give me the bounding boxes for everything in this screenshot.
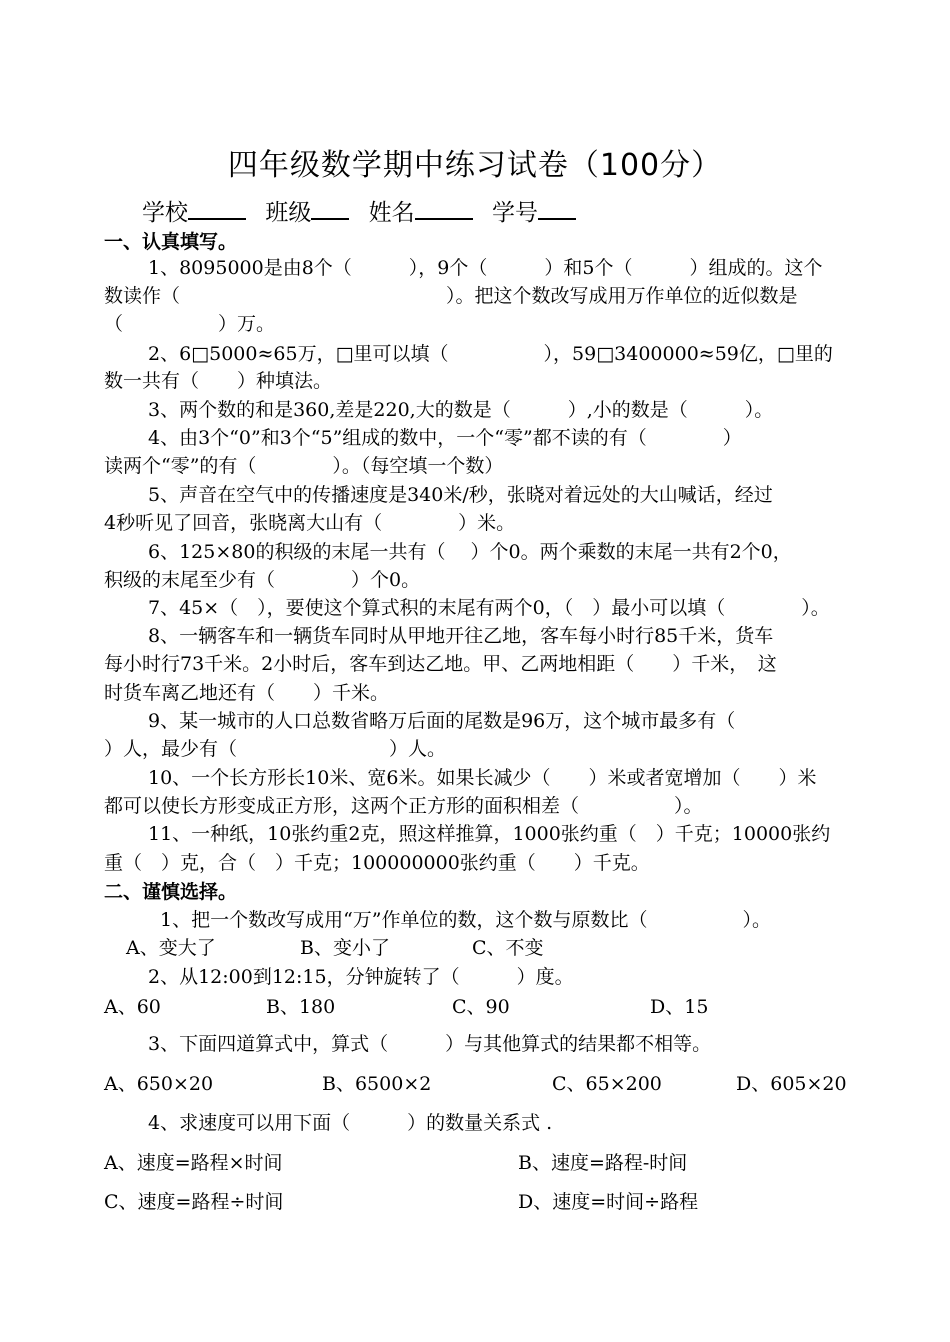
choice-question: 1、把一个数改写成用“万”作单位的数，这个数与原数比（ ）。 xyxy=(160,909,772,931)
choice-option[interactable]: D、速度=时间÷路程 xyxy=(518,1191,699,1213)
choice-option[interactable]: C、90 xyxy=(452,996,510,1018)
choice-option[interactable]: B、变小了 xyxy=(300,937,390,959)
choice-option[interactable]: A、650×20 xyxy=(104,1073,214,1095)
choice-option[interactable]: B、速度=路程-时间 xyxy=(518,1152,688,1174)
question-line: 9、某一城市的人口总数省略万后面的尾数是96万，这个城市最多有（ xyxy=(148,710,736,732)
question-line: （ ）万。 xyxy=(104,313,276,335)
choice-option[interactable]: C、速度=路程÷时间 xyxy=(104,1191,284,1213)
school-blank[interactable] xyxy=(188,196,246,220)
question-line: 8、一辆客车和一辆货车同时从甲地开往乙地，客车每小时行85千米，货车 xyxy=(148,625,774,647)
choice-option[interactable]: A、60 xyxy=(104,996,161,1018)
section-heading: 一、认真填写。 xyxy=(104,231,238,253)
question-line: 3、两个数的和是360,差是220,大的数是（ ）,小的数是（ ）。 xyxy=(148,399,774,421)
choice-option[interactable]: C、65×200 xyxy=(552,1073,662,1095)
question-line: 每小时行73千米。2小时后，客车到达乙地。甲、乙两地相距（ ）千米， 这 xyxy=(104,653,777,675)
question-line: 读两个“零”的有（ ）。（每空填一个数） xyxy=(104,455,504,477)
choice-option[interactable]: B、6500×2 xyxy=(322,1073,432,1095)
question-line: 4秒听见了回音，张晓离大山有（ ）米。 xyxy=(104,512,516,534)
class-blank[interactable] xyxy=(311,196,349,220)
question-line: 积级的末尾至少有（ ）个0。 xyxy=(104,569,421,591)
choice-question: 2、从12:00到12:15，分钟旋转了（ ）度。 xyxy=(148,966,574,988)
name-blank[interactable] xyxy=(415,196,473,220)
question-line: 时货车离乙地还有（ ）千米。 xyxy=(104,682,390,704)
name-label: 姓名 xyxy=(368,200,415,226)
choice-option[interactable]: B、180 xyxy=(266,996,336,1018)
question-line: 都可以使长方形变成正方形，这两个正方形的面积相差（ ）。 xyxy=(104,795,703,817)
question-line: 重（ ）克，合（ ）千克；100000000张约重（ ）千克。 xyxy=(104,852,650,874)
question-line: ）人，最少有（ ）人。 xyxy=(104,738,447,760)
question-line: 数一共有（ ）种填法。 xyxy=(104,370,333,392)
page-title: 四年级数学期中练习试卷（100分） xyxy=(227,148,723,183)
choice-question: 4、求速度可以用下面（ ）的数量关系式 . xyxy=(148,1112,553,1134)
choice-option[interactable]: D、605×20 xyxy=(736,1073,847,1095)
question-line: 6、125×80的积级的末尾一共有（ ）个0。两个乘数的末尾一共有2个0， xyxy=(148,541,792,563)
section-heading: 二、谨慎选择。 xyxy=(104,881,238,903)
choice-option[interactable]: C、不变 xyxy=(472,937,544,959)
question-line: 2、6□5000≈65万，□里可以填（ ），59□3400000≈59亿，□里的 xyxy=(148,343,833,365)
number-label: 学号 xyxy=(491,200,538,226)
question-line: 1、8095000是由8个（ ），9个（ ）和5个（ ）组成的。这个 xyxy=(148,257,823,279)
question-line: 数读作（ ）。把这个数改写成用万作单位的近似数是 xyxy=(104,285,798,307)
choice-question: 3、下面四道算式中，算式（ ）与其他算式的结果都不相等。 xyxy=(148,1033,712,1055)
student-info-row xyxy=(142,196,588,229)
question-line: 5、声音在空气中的传播速度是340米/秒，张晓对着远处的大山喊话，经过 xyxy=(148,484,773,506)
question-line: 7、45×（ ），要使这个算式积的末尾有两个0，（ ）最小可以填（ ）。 xyxy=(148,597,830,619)
choice-option[interactable]: A、速度=路程×时间 xyxy=(104,1152,283,1174)
question-line: 11、一种纸，10张约重2克，照这样推算，1000张约重（ ）千克；10000张约 xyxy=(148,823,831,845)
number-blank[interactable] xyxy=(538,196,576,220)
question-line: 10、一个长方形长10米、宽6米。如果长减少（ ）米或者宽增加（ ）米 xyxy=(148,767,817,789)
choice-option[interactable]: D、15 xyxy=(650,996,709,1018)
class-label: 班级 xyxy=(265,200,312,226)
choice-option[interactable]: A、变大了 xyxy=(126,937,216,959)
question-line: 4、由3个“0”和3个“5”组成的数中，一个“零”都不读的有（ ） xyxy=(148,427,742,449)
school-label: 学校 xyxy=(142,200,188,226)
